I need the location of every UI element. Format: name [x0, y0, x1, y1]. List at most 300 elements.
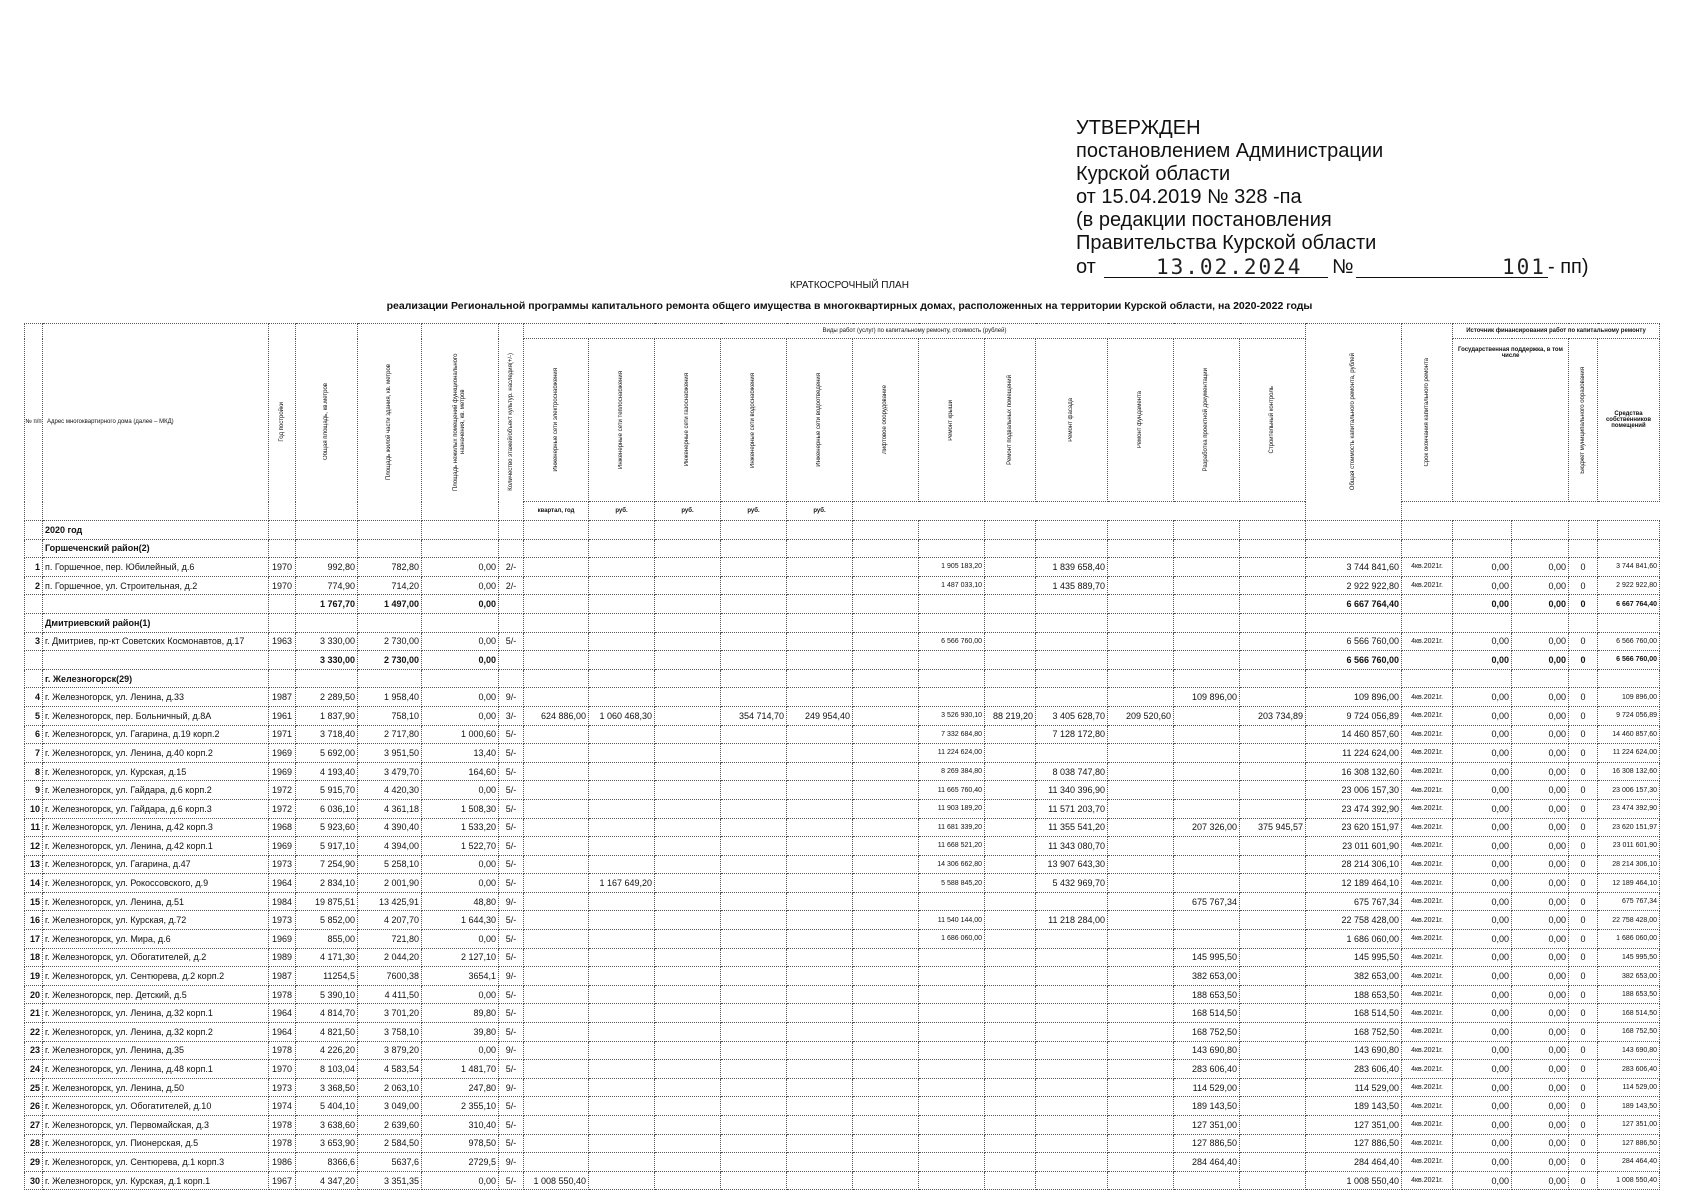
row-work-cost — [1108, 1097, 1174, 1116]
empty-cell — [358, 539, 422, 558]
row-work-cost — [787, 1041, 853, 1060]
row-deadline: 4кв.2021г. — [1402, 874, 1453, 893]
row-work-cost — [985, 948, 1036, 967]
empty-cell — [853, 595, 919, 614]
empty-cell — [1240, 669, 1306, 688]
row-work-cost — [853, 1078, 919, 1097]
row-nonres-area: 0,00 — [422, 576, 499, 595]
row-work-cost — [1174, 781, 1240, 800]
row-deadline: 4кв.2021г. — [1402, 892, 1453, 911]
empty-cell — [1108, 669, 1174, 688]
empty-cell — [25, 613, 43, 632]
row-work-cost — [985, 1153, 1036, 1172]
row-work-cost — [787, 837, 853, 856]
row-number: 11 — [25, 818, 43, 837]
empty-cell — [1402, 521, 1453, 540]
row-address: г. Железногорск, ул. Обогатителей, д.2 — [43, 948, 269, 967]
row-work-cost — [721, 967, 787, 986]
empty-cell — [1453, 539, 1512, 558]
row-work-cost — [985, 855, 1036, 874]
subtotal-fund: 0,00 — [1453, 651, 1512, 670]
row-work-cost: 675 767,34 — [1174, 892, 1240, 911]
row-work-cost — [1174, 762, 1240, 781]
row-work-cost — [1108, 744, 1174, 763]
row-floors: 5/- — [499, 799, 524, 818]
row-work-cost — [524, 1041, 589, 1060]
district-row — [25, 539, 1660, 558]
row-work-cost — [589, 967, 655, 986]
row-work-cost: 209 520,60 — [1108, 706, 1174, 725]
empty-cell — [589, 651, 655, 670]
row-floors: 5/- — [499, 1060, 524, 1079]
table-row — [25, 892, 1660, 911]
row-regional: 0,00 — [1512, 930, 1569, 949]
table-row — [25, 799, 1660, 818]
row-living-area: 3 879,20 — [358, 1041, 422, 1060]
row-work-cost — [853, 1116, 919, 1135]
row-total-cost: 16 308 132,60 — [1306, 762, 1402, 781]
row-municipal: 0 — [1569, 892, 1598, 911]
row-total-cost: 284 464,40 — [1306, 1153, 1402, 1172]
row-work-cost — [655, 967, 721, 986]
row-year-built: 1978 — [269, 1041, 296, 1060]
empty-cell — [589, 669, 655, 688]
row-work-cost — [853, 967, 919, 986]
row-total-cost: 14 460 857,60 — [1306, 725, 1402, 744]
row-work-cost — [1240, 1134, 1306, 1153]
header-floors: Количество этажей/объект культур. наследия(+/-) — [499, 324, 524, 521]
empty-cell — [1108, 521, 1174, 540]
row-municipal: 0 — [1569, 1134, 1598, 1153]
row-floors: 5/- — [499, 818, 524, 837]
row-work-cost — [589, 1041, 655, 1060]
row-work-cost — [919, 1171, 985, 1190]
table-row — [25, 576, 1660, 595]
row-deadline: 4кв.2021г. — [1402, 911, 1453, 930]
empty-cell — [655, 521, 721, 540]
row-work-cost — [524, 948, 589, 967]
row-work-cost — [1174, 1171, 1240, 1190]
row-number: 25 — [25, 1078, 43, 1097]
row-fund: 0,00 — [1453, 632, 1512, 651]
row-work-cost — [985, 688, 1036, 707]
row-living-area: 4 390,40 — [358, 818, 422, 837]
empty-cell — [269, 539, 296, 558]
row-year-built: 1973 — [269, 911, 296, 930]
approval-line: (в редакции постановления — [1076, 209, 1332, 231]
row-work-cost — [721, 911, 787, 930]
row-number: 2 — [25, 576, 43, 595]
row-floors: 5/- — [499, 874, 524, 893]
row-address: г. Железногорск, ул. Гайдара, д.6 корп.2 — [43, 781, 269, 800]
row-work-cost — [524, 1078, 589, 1097]
row-work-cost: 382 653,00 — [1174, 967, 1240, 986]
row-floors: 5/- — [499, 1116, 524, 1135]
table-row — [25, 837, 1660, 856]
table-row — [25, 818, 1660, 837]
row-address: г. Железногорск, ул. Гагарина, д.19 корп.2 — [43, 725, 269, 744]
row-total-area: 4 226,20 — [296, 1041, 358, 1060]
row-municipal: 0 — [1569, 874, 1598, 893]
empty-cell — [721, 595, 787, 614]
row-work-cost — [1108, 1023, 1174, 1042]
header-work-water: Инженерные сети водоснабжения — [721, 339, 787, 502]
row-work-cost — [919, 1078, 985, 1097]
row-total-area: 2 834,10 — [296, 874, 358, 893]
empty-cell — [269, 595, 296, 614]
row-work-cost — [1036, 632, 1108, 651]
row-number: 18 — [25, 948, 43, 967]
row-work-cost — [787, 1078, 853, 1097]
empty-cell — [721, 539, 787, 558]
row-regional: 0,00 — [1512, 837, 1569, 856]
row-work-cost — [985, 1134, 1036, 1153]
empty-cell — [853, 539, 919, 558]
empty-cell — [721, 669, 787, 688]
row-living-area: 2 730,00 — [358, 632, 422, 651]
empty-cell — [358, 669, 422, 688]
row-work-cost — [655, 837, 721, 856]
row-work-cost — [919, 985, 985, 1004]
empty-cell — [787, 595, 853, 614]
row-regional: 0,00 — [1512, 725, 1569, 744]
row-work-cost — [524, 1097, 589, 1116]
row-number: 21 — [25, 1004, 43, 1023]
table-row — [25, 948, 1660, 967]
row-fund: 0,00 — [1453, 1097, 1512, 1116]
row-work-cost — [919, 1134, 985, 1153]
row-nonres-area: 247,80 — [422, 1078, 499, 1097]
row-floors: 5/- — [499, 1004, 524, 1023]
row-work-cost: 203 734,89 — [1240, 706, 1306, 725]
row-work-cost — [524, 1134, 589, 1153]
row-floors: 5/- — [499, 930, 524, 949]
row-fund: 0,00 — [1453, 1004, 1512, 1023]
row-total-area: 3 718,40 — [296, 725, 358, 744]
empty-cell — [985, 539, 1036, 558]
empty-cell — [787, 521, 853, 540]
row-living-area: 13 425,91 — [358, 892, 422, 911]
row-work-cost — [1174, 855, 1240, 874]
row-work-cost — [655, 781, 721, 800]
row-fund: 0,00 — [1453, 837, 1512, 856]
row-work-cost — [1240, 1116, 1306, 1135]
row-work-cost — [1108, 1116, 1174, 1135]
empty-cell — [1174, 595, 1240, 614]
row-work-cost — [589, 985, 655, 1004]
row-regional: 0,00 — [1512, 1134, 1569, 1153]
row-owners: 16 308 132,60 — [1598, 762, 1660, 781]
row-nonres-area: 0,00 — [422, 855, 499, 874]
row-work-cost — [985, 576, 1036, 595]
row-work-cost: 6 566 760,00 — [919, 632, 985, 651]
row-number: 30 — [25, 1171, 43, 1190]
row-regional: 0,00 — [1512, 632, 1569, 651]
header-work-basement: Ремонт подвальных помещений — [985, 339, 1036, 502]
row-owners: 22 758 428,00 — [1598, 911, 1660, 930]
row-work-cost — [589, 837, 655, 856]
row-floors: 5/- — [499, 985, 524, 1004]
empty-cell — [589, 521, 655, 540]
row-total-area: 774,90 — [296, 576, 358, 595]
header-work-design: Разработка проектной документации — [1174, 339, 1240, 502]
row-total-area: 8 103,04 — [296, 1060, 358, 1079]
row-work-cost — [721, 1134, 787, 1153]
empty-cell — [1598, 669, 1660, 688]
header-total-area: Общая площадь, кв.метров — [296, 324, 358, 521]
row-work-cost: 11 668 521,20 — [919, 837, 985, 856]
row-total-area: 11254,5 — [296, 967, 358, 986]
header-funding-group: Источник финансирования работ по капитальному ремонту — [1453, 324, 1660, 339]
row-work-cost — [919, 1116, 985, 1135]
row-number: 6 — [25, 725, 43, 744]
row-nonres-area: 89,80 — [422, 1004, 499, 1023]
row-living-area: 2 044,20 — [358, 948, 422, 967]
row-total-cost: 6 566 760,00 — [1306, 632, 1402, 651]
row-year-built: 1964 — [269, 1023, 296, 1042]
row-address: г. Железногорск, ул. Мира, д.6 — [43, 930, 269, 949]
table-row — [25, 1041, 1660, 1060]
row-work-cost — [589, 892, 655, 911]
row-work-cost — [1108, 1060, 1174, 1079]
row-regional: 0,00 — [1512, 1078, 1569, 1097]
row-owners: 1 008 550,40 — [1598, 1171, 1660, 1190]
row-work-cost — [1108, 818, 1174, 837]
row-living-area: 4 394,00 — [358, 837, 422, 856]
row-work-cost — [655, 930, 721, 949]
row-work-cost — [1240, 1041, 1306, 1060]
row-total-area: 8366,6 — [296, 1153, 358, 1172]
row-total-cost: 382 653,00 — [1306, 967, 1402, 986]
subtotal-row — [25, 595, 1660, 614]
row-work-cost — [721, 799, 787, 818]
row-regional: 0,00 — [1512, 911, 1569, 930]
empty-cell — [524, 521, 589, 540]
row-work-cost — [853, 799, 919, 818]
empty-cell — [524, 613, 589, 632]
row-total-cost: 168 514,50 — [1306, 1004, 1402, 1023]
row-work-cost — [787, 688, 853, 707]
row-deadline: 4кв.2021г. — [1402, 1097, 1453, 1116]
empty-cell — [25, 539, 43, 558]
row-work-cost — [524, 985, 589, 1004]
empty-cell — [499, 613, 524, 632]
empty-cell — [422, 669, 499, 688]
row-year-built: 1964 — [269, 874, 296, 893]
row-number: 9 — [25, 781, 43, 800]
row-work-cost — [589, 1023, 655, 1042]
empty-cell — [1402, 613, 1453, 632]
empty-cell — [43, 651, 269, 670]
row-municipal: 0 — [1569, 1153, 1598, 1172]
row-work-cost — [655, 874, 721, 893]
row-work-cost — [721, 558, 787, 577]
row-work-cost — [985, 1023, 1036, 1042]
row-total-area: 3 653,90 — [296, 1134, 358, 1153]
row-work-cost — [919, 948, 985, 967]
row-total-cost: 9 724 056,89 — [1306, 706, 1402, 725]
row-work-cost — [787, 1134, 853, 1153]
row-work-cost — [1108, 1004, 1174, 1023]
header-work-electric: Инженерные сети электроснабжения — [524, 339, 589, 502]
row-fund: 0,00 — [1453, 688, 1512, 707]
unit-fund: руб. — [589, 502, 655, 521]
subtotal-nonres-area: 0,00 — [422, 595, 499, 614]
empty-cell — [499, 539, 524, 558]
row-work-cost — [1036, 1041, 1108, 1060]
row-work-cost — [787, 985, 853, 1004]
empty-cell — [296, 613, 358, 632]
row-work-cost — [1240, 837, 1306, 856]
empty-cell — [1108, 595, 1174, 614]
empty-cell — [524, 539, 589, 558]
row-fund: 0,00 — [1453, 1171, 1512, 1190]
row-total-area: 4 171,30 — [296, 948, 358, 967]
row-fund: 0,00 — [1453, 930, 1512, 949]
row-total-cost: 1 008 550,40 — [1306, 1171, 1402, 1190]
row-work-cost — [589, 855, 655, 874]
empty-cell — [25, 521, 43, 540]
row-work-cost — [589, 1060, 655, 1079]
table-row — [25, 1116, 1660, 1135]
empty-cell — [499, 521, 524, 540]
row-work-cost — [919, 1023, 985, 1042]
row-work-cost: 168 752,50 — [1174, 1023, 1240, 1042]
row-work-cost — [1108, 985, 1174, 1004]
row-floors: 5/- — [499, 948, 524, 967]
row-number: 26 — [25, 1097, 43, 1116]
empty-cell — [1306, 669, 1402, 688]
number-suffix: - пп) — [1548, 256, 1589, 278]
row-municipal: 0 — [1569, 1116, 1598, 1135]
row-work-cost — [524, 744, 589, 763]
header-address: Адрес многоквартирного дома (далее – МКД) — [43, 324, 269, 521]
row-regional: 0,00 — [1512, 985, 1569, 1004]
row-nonres-area: 310,40 — [422, 1116, 499, 1135]
row-work-cost — [655, 706, 721, 725]
row-work-cost — [1240, 967, 1306, 986]
empty-cell — [1598, 521, 1660, 540]
table-row — [25, 1134, 1660, 1153]
empty-cell — [1569, 669, 1598, 688]
row-owners: 168 752,50 — [1598, 1023, 1660, 1042]
row-deadline: 4кв.2021г. — [1402, 576, 1453, 595]
row-work-cost: 168 514,50 — [1174, 1004, 1240, 1023]
row-year-built: 1969 — [269, 930, 296, 949]
row-owners: 127 351,00 — [1598, 1116, 1660, 1135]
document-title: КРАТКОСРОЧНЫЙ ПЛАН — [790, 280, 909, 291]
row-work-cost — [853, 725, 919, 744]
row-work-cost — [524, 855, 589, 874]
row-address: г. Железногорск, ул. Курская, д.1 корп.1 — [43, 1171, 269, 1190]
empty-cell — [43, 595, 269, 614]
row-work-cost — [1108, 1153, 1174, 1172]
row-total-cost: 23 006 157,30 — [1306, 781, 1402, 800]
row-work-cost: 11 571 203,70 — [1036, 799, 1108, 818]
row-work-cost — [787, 855, 853, 874]
row-work-cost — [853, 1097, 919, 1116]
row-work-cost — [787, 1023, 853, 1042]
row-year-built: 1986 — [269, 1153, 296, 1172]
row-work-cost — [524, 558, 589, 577]
row-work-cost — [655, 762, 721, 781]
empty-cell — [1240, 651, 1306, 670]
row-total-cost: 675 767,34 — [1306, 892, 1402, 911]
row-work-cost — [853, 985, 919, 1004]
row-work-cost — [524, 1153, 589, 1172]
row-fund: 0,00 — [1453, 558, 1512, 577]
table-row — [25, 1153, 1660, 1172]
row-work-cost — [853, 930, 919, 949]
row-regional: 0,00 — [1512, 1153, 1569, 1172]
row-work-cost — [1240, 1097, 1306, 1116]
row-address: г. Железногорск, ул. Ленина, д.42 корп.3 — [43, 818, 269, 837]
date-prefix: от — [1076, 256, 1096, 278]
row-year-built: 1961 — [269, 706, 296, 725]
header-total-cost: Общая стоимость капитального ремонта, рублей — [1306, 324, 1402, 521]
row-work-cost — [1036, 1134, 1108, 1153]
row-work-cost — [787, 1097, 853, 1116]
row-nonres-area: 164,60 — [422, 762, 499, 781]
row-living-area: 714,20 — [358, 576, 422, 595]
row-total-area: 992,80 — [296, 558, 358, 577]
row-total-cost: 127 351,00 — [1306, 1116, 1402, 1135]
document-subtitle: реализации Региональной программы капитального ремонта общего имущества в многоквартирных домах, расположенных на территории Курской области, на 2020-2022 годы — [386, 300, 1313, 312]
row-address: г. Железногорск, ул. Обогатителей, д.10 — [43, 1097, 269, 1116]
row-total-cost: 168 752,50 — [1306, 1023, 1402, 1042]
row-work-cost — [1108, 837, 1174, 856]
row-work-cost — [1036, 1004, 1108, 1023]
row-work-cost — [655, 948, 721, 967]
header-deadline: Срок окончания капитального ремонта — [1402, 324, 1453, 502]
row-living-area: 4 420,30 — [358, 781, 422, 800]
row-fund: 0,00 — [1453, 948, 1512, 967]
row-work-cost — [589, 1078, 655, 1097]
row-work-cost — [1174, 911, 1240, 930]
row-deadline: 4кв.2021г. — [1402, 1171, 1453, 1190]
row-address: п. Горшечное, пер. Юбилейный, д.6 — [43, 558, 269, 577]
empty-cell — [25, 651, 43, 670]
row-work-cost — [787, 911, 853, 930]
row-floors: 9/- — [499, 1078, 524, 1097]
table-row — [25, 1060, 1660, 1079]
row-work-cost — [721, 1153, 787, 1172]
row-municipal: 0 — [1569, 632, 1598, 651]
row-work-cost — [985, 837, 1036, 856]
handwritten-number: 101 — [1502, 255, 1546, 279]
row-floors: 5/- — [499, 744, 524, 763]
row-deadline: 4кв.2021г. — [1402, 818, 1453, 837]
empty-cell — [524, 651, 589, 670]
row-municipal: 0 — [1569, 1041, 1598, 1060]
row-work-cost — [524, 1116, 589, 1135]
row-work-cost — [1240, 558, 1306, 577]
row-year-built: 1987 — [269, 967, 296, 986]
row-nonres-area: 13,40 — [422, 744, 499, 763]
row-work-cost — [524, 874, 589, 893]
row-work-cost — [721, 688, 787, 707]
row-work-cost — [524, 837, 589, 856]
row-work-cost — [1240, 632, 1306, 651]
row-total-cost: 283 606,40 — [1306, 1060, 1402, 1079]
row-fund: 0,00 — [1453, 576, 1512, 595]
row-work-cost — [1036, 985, 1108, 1004]
row-total-area: 5 852,00 — [296, 911, 358, 930]
subtotal-nonres-area: 0,00 — [422, 651, 499, 670]
empty-cell — [1453, 669, 1512, 688]
row-year-built: 1969 — [269, 744, 296, 763]
district-label: Дмитриевский район(1) — [43, 613, 269, 632]
